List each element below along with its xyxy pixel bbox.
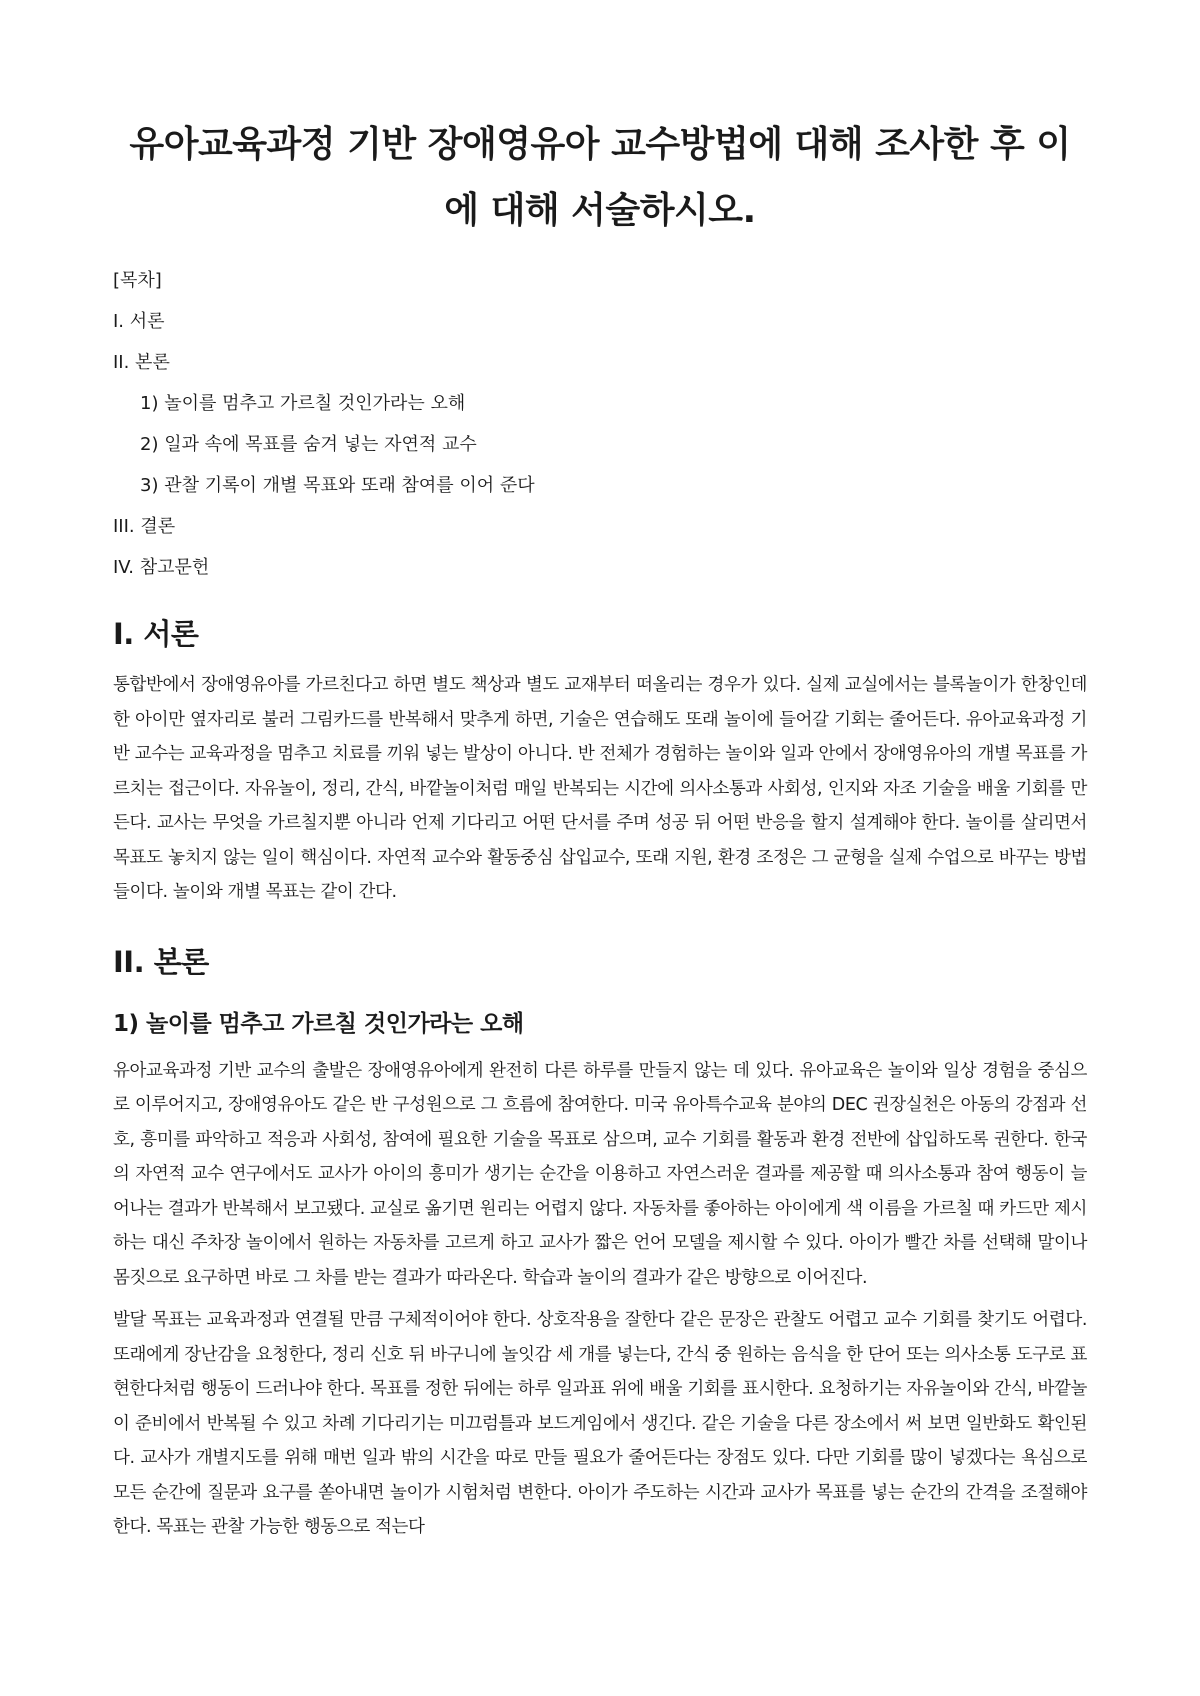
toc-subitem: 3) 관찰 기록이 개별 목표와 또래 참여를 이어 준다 bbox=[140, 475, 535, 496]
section-spacer bbox=[113, 918, 1087, 940]
subsection-heading-1: 1) 놀이를 멈추고 가르칠 것인가라는 오해 bbox=[113, 1010, 524, 1037]
intro-paragraph: 통합반에서 장애영유아를 가르친다고 하면 별도 책상과 별도 교재부터 떠올리는 경우가 있다. 실제 교실에서는 블록놀이가 한창인데 한 아이만 옆자리로 불러 그림카드를 반복해서 맞추게 하면, 기술은 연습해도 또래 놀이에 들어갈 기회는 줄어든다. 유아교육과정 기반 교수는 교육과정을 멈추고 치료를 끼워 넣는 발상이 아니다. 반 전체가 경험하는 놀이와 일과 안에서 장애영유아의 개별 목표를 가르치는 접근이다. 자유놀이, 정리, 간식, 바깥놀이처럼 매일 반복되는 시간에 의사소통과 사회성, 인지와 자조 기술을 배울 기회를 만든다. 교사는 무엇을 가르칠지뿐 아니라 언제 기다리고 어떤 단서를 주며 성공 뒤 어떤 반응을 할지 설계해야 한다. 놀이를 살리면서 목표도 놓치지 않는 일이 핵심이다. 자연적 교수와 활동중심 삽입교수, 또래 지원, 환경 조정은 그 균형을 실제 수업으로 바꾸는 방법들이다. 놀이와 개별 목표는 같이 간다. bbox=[113, 675, 1087, 902]
toc-heading: [목차] bbox=[113, 270, 162, 291]
toc-item: II. 본론 bbox=[113, 352, 170, 373]
table-of-contents bbox=[113, 260, 1087, 588]
section-heading-intro: I. 서론 bbox=[113, 617, 199, 651]
toc-subitem: 2) 일과 속에 목표를 숨겨 넣는 자연적 교수 bbox=[140, 434, 477, 455]
document-title: 유아교육과정 기반 장애영유아 교수방법에 대해 조사한 후 이에 대해 서술하시오. bbox=[129, 124, 1071, 231]
section-heading-main: II. 본론 bbox=[113, 944, 209, 979]
body-paragraph: 발달 목표는 교육과정과 연결될 만큼 구체적이어야 한다. 상호작용을 잘한다 같은 문장은 관찰도 어렵고 교수 기회를 찾기도 어렵다. 또래에게 장난감을 요청한다, 정리 신호 뒤 바구니에 놀잇감 세 개를 넣는다, 간식 중 원하는 음식을 한 단어 또는 의사소통 도구로 표현한다처럼 행동이 드러나야 한다. 목표를 정한 뒤에는 하루 일과표 위에 배울 기회를 표시한다. 요청하기는 자유놀이와 간식, 바깥놀이 준비에서 반복될 수 있고 차례 기다리기는 미끄럼틀과 보드게임에서 생긴다. 같은 기술을 다른 장소에서 써 보면 일반화도 확인된다. 교사가 개별지도를 위해 매번 일과 밖의 시간을 따로 만들 필요가 줄어든다는 장점도 있다. 다만 기회를 많이 넣겠다는 욕심으로 모든 순간에 질문과 요구를 쏟아내면 놀이가 시험처럼 변한다. 아이가 주도하는 시간과 교사가 목표를 넣는 순간의 간격을 조절해야 한다. 목표는 관찰 가능한 행동으로 적는다 bbox=[113, 1310, 1087, 1537]
toc-item: I. 서론 bbox=[113, 311, 165, 332]
body-paragraph: 유아교육과정 기반 교수의 출발은 장애영유아에게 완전히 다른 하루를 만들지 않는 데 있다. 유아교육은 놀이와 일상 경험을 중심으로 이루어지고, 장애영유아도 같은 반 구성원으로 그 흐름에 참여한다. 미국 유아특수교육 분야의 DEC 권장실천은 아동의 강점과 선호, 흥미를 파악하고 적응과 사회성, 참여에 필요한 기술을 목표로 삼으며, 교수 기회를 활동과 환경 전반에 삽입하도록 권한다. 한국의 자연적 교수 연구에서도 교사가 아이의 흥미가 생기는 순간을 이용하고 자연스러운 결과를 제공할 때 의사소통과 참여 행동이 늘어나는 결과가 반복해서 보고됐다. 교실로 옮기면 원리는 어렵지 않다. 자동차를 좋아하는 아이에게 색 이름을 가르칠 때 카드만 제시하는 대신 주차장 놀이에서 원하는 자동차를 고르게 하고 교사가 짧은 언어 모델을 제시할 수 있다. 아이가 빨간 차를 선택해 말이나 몸짓으로 요구하면 바로 그 차를 받는 결과가 따라온다. 학습과 놀이의 결과가 같은 방향으로 이어진다. bbox=[113, 1060, 1087, 1288]
toc-item: III. 결론 bbox=[113, 516, 176, 537]
toc-subitem: 1) 놀이를 멈추고 가르칠 것인가라는 오해 bbox=[140, 393, 466, 414]
section-spacer bbox=[113, 996, 1087, 1004]
toc-item: IV. 참고문헌 bbox=[113, 557, 210, 578]
